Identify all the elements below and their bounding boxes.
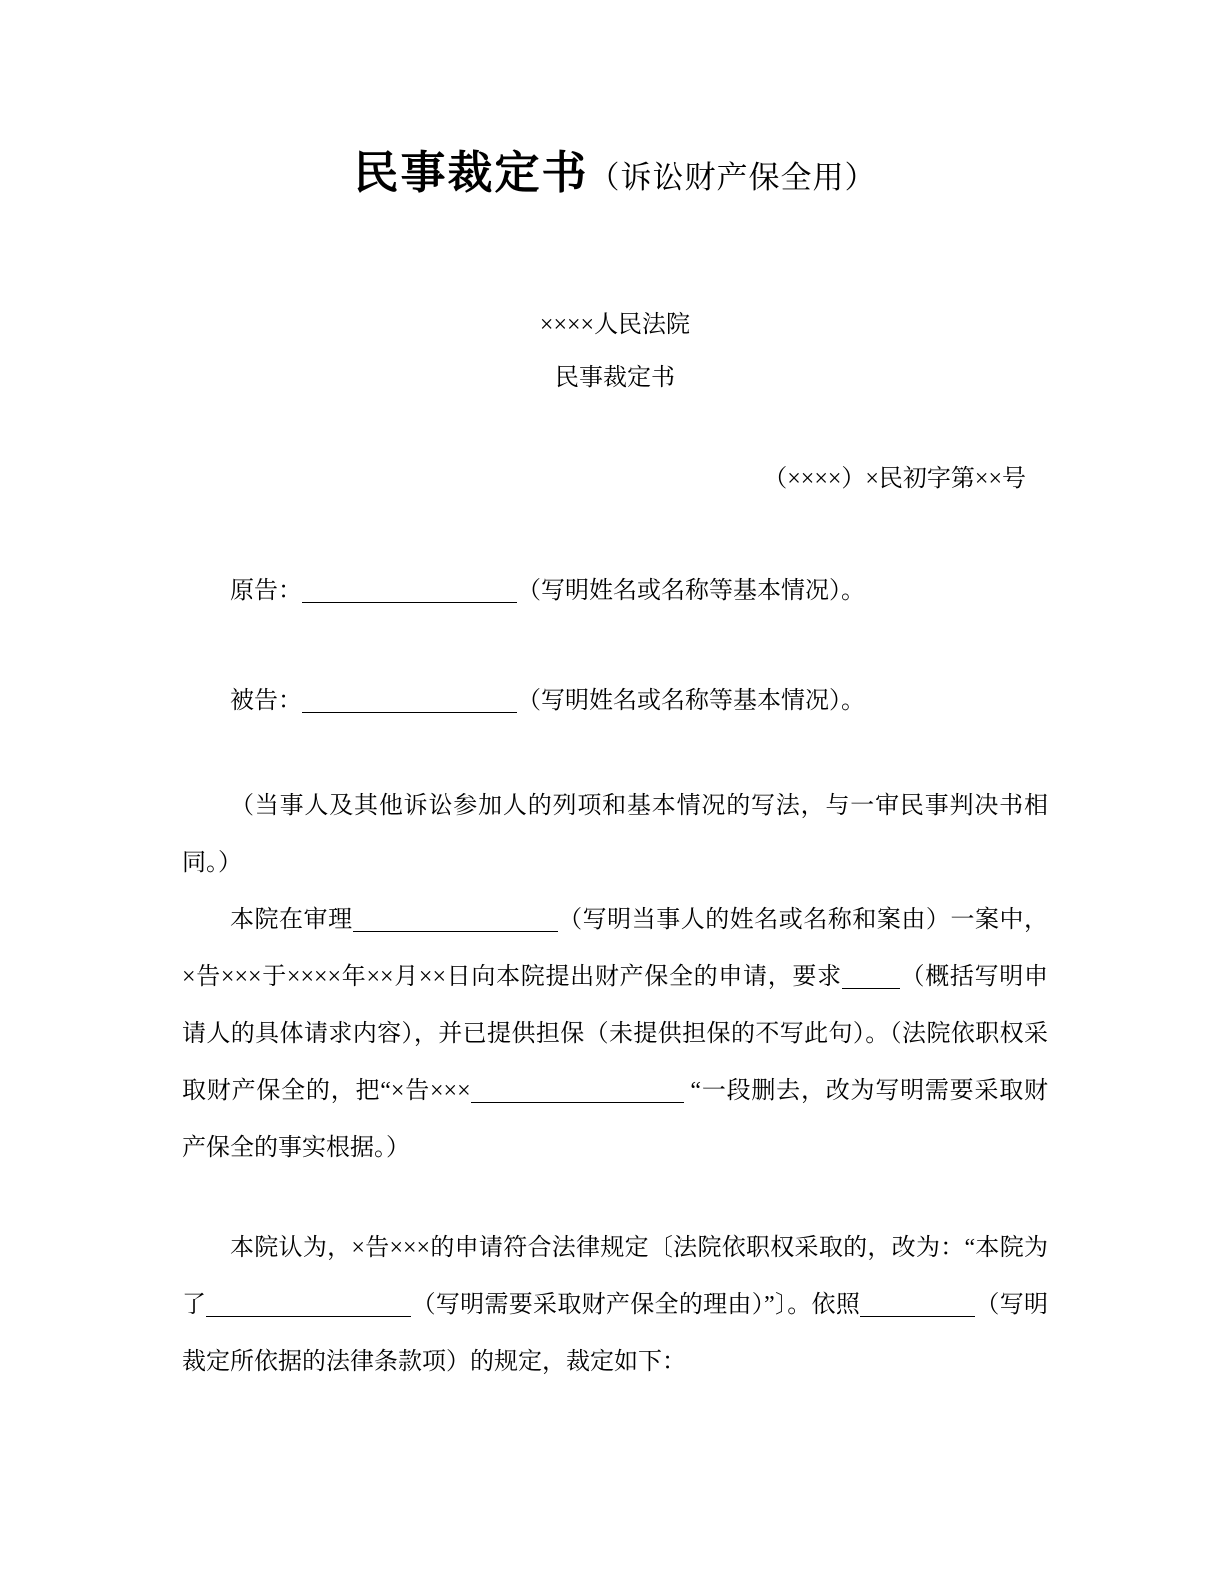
- title-main: 民事裁定书: [353, 147, 589, 198]
- fill-in-blank: [860, 1292, 975, 1317]
- title-sub: （诉讼财产保全用）: [588, 160, 877, 195]
- text-run: “一段删去，改为写明需要采取财产保全的事实根据。）: [182, 1078, 1049, 1161]
- text-run: 本院在审理: [230, 907, 353, 933]
- case-number: （××××）×民初字第××号: [763, 466, 1026, 492]
- fill-in-blank: [471, 1078, 684, 1103]
- text-run: （概括写明申请人的具体请求内容），并已提供担保（未提供担保的不写此句）。（法院依职权采取财产保全的，把“×告×××: [182, 964, 1049, 1104]
- text-run: （写明当事人的姓名或名称和案由）一案中，×告×××于××××年××月××日向本院提出财产保全的申请，要求: [182, 907, 1049, 990]
- paragraph-plaintiff: [182, 563, 1048, 620]
- doc-type-heading: 民事裁定书: [555, 365, 675, 391]
- paragraph-note: [182, 778, 1048, 892]
- fill-in-blank: [353, 907, 558, 932]
- text-run: 原告：: [230, 578, 302, 604]
- paragraph-holding: [182, 1220, 1048, 1391]
- text-run: （写明姓名或名称等基本情况）。: [517, 578, 865, 604]
- document-body: [182, 563, 1048, 1391]
- text-run: 被告：: [230, 688, 302, 714]
- text-run: （写明需要采取财产保全的理由）”〕。依照: [411, 1292, 861, 1318]
- paragraph-defendant: [182, 673, 1048, 730]
- fill-in-blank: [302, 578, 517, 603]
- fill-in-blank: [842, 964, 900, 989]
- fill-in-blank: [302, 688, 517, 713]
- text-run: （写明裁定所依据的法律条款项）的规定，裁定如下：: [182, 1292, 1049, 1375]
- text-run: 本院认为，×告×××的申请符合法律规定〔法院依职权采取的，改为：“本院为了: [182, 1235, 1048, 1318]
- text-run: （当事人及其他诉讼参加人的列项和基本情况的写法，与一审民事判决书相同。）: [182, 793, 1048, 876]
- document-title: [182, 147, 1048, 198]
- text-run: （写明姓名或名称等基本情况）。: [517, 688, 865, 714]
- fill-in-blank: [206, 1292, 411, 1317]
- paragraph-main: [182, 892, 1048, 1177]
- court-name: ××××人民法院: [539, 312, 691, 338]
